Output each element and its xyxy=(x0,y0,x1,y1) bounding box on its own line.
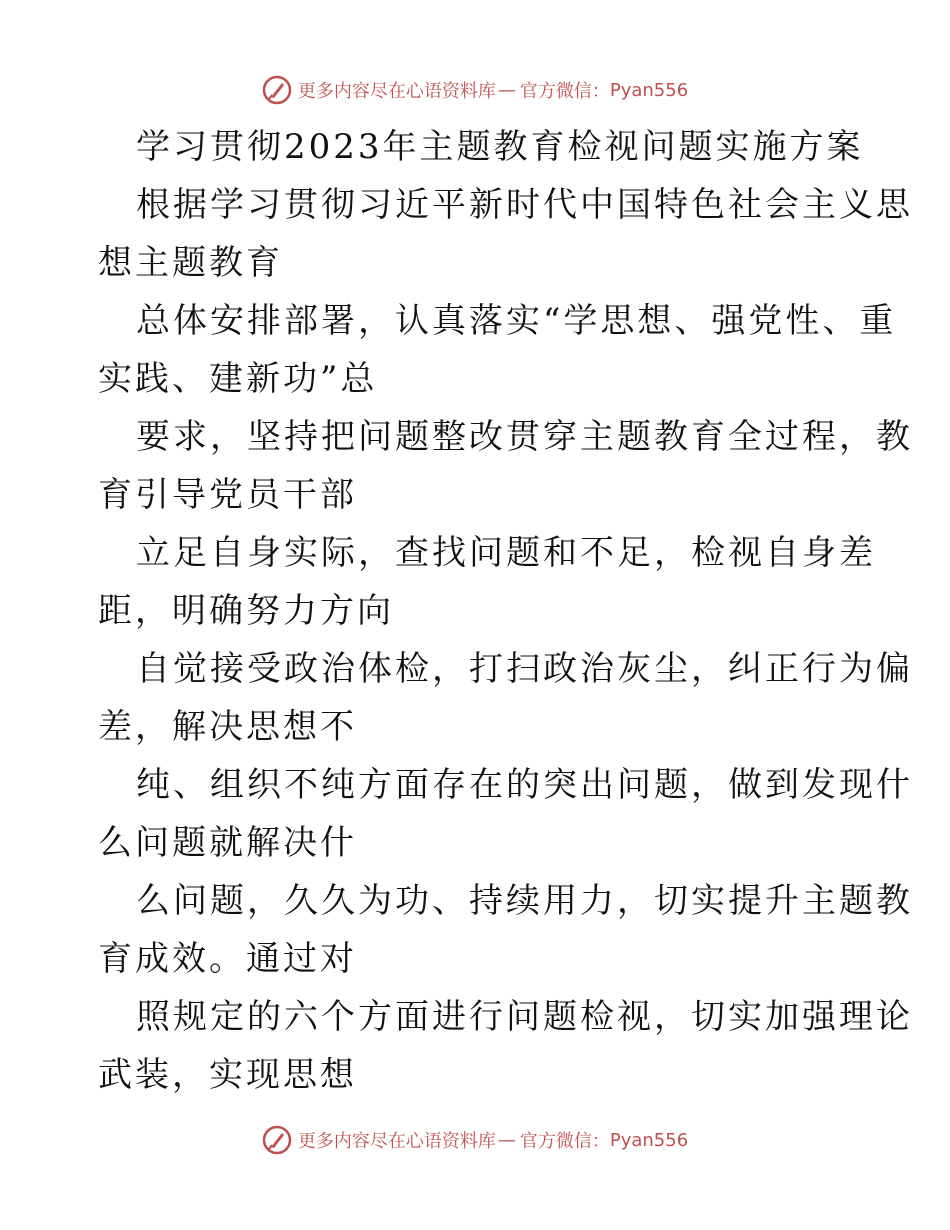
document-body xyxy=(98,118,913,1104)
paragraph-line: 纯、组织不纯方面存在的突出问题，做到发现什 xyxy=(136,765,913,805)
feather-pen-logo-icon xyxy=(262,75,292,105)
paragraph-line: 实践、建新功”总 xyxy=(98,359,378,399)
paragraph-line: 想主题教育 xyxy=(98,243,283,283)
watermark-wechat-id: Pyan556 xyxy=(609,79,689,101)
paragraph-line: 立足自身实际，查找问题和不足，检视自身差 xyxy=(136,533,876,573)
watermark-text: 更多内容尽在心语资料库 xyxy=(297,81,496,102)
header-watermark xyxy=(0,70,950,110)
document-title: 学习贯彻2023年主题教育检视问题实施方案 xyxy=(136,127,864,167)
watermark-separator: — xyxy=(497,1129,516,1151)
paragraph-line: 育引导党员干部 xyxy=(98,475,357,515)
watermark-separator: — xyxy=(497,79,516,101)
paragraph-line: 自觉接受政治体检，打扫政治灰尘，纠正行为偏 xyxy=(136,649,913,689)
paragraph-line: 么问题就解决什 xyxy=(98,823,357,863)
paragraph-line: 育成效。通过对 xyxy=(98,939,357,979)
paragraph-line: 武装，实现思想 xyxy=(98,1055,357,1095)
paragraph-line: 么问题，久久为功、持续用力，切实提升主题教 xyxy=(136,881,913,921)
paragraph-line: 差，解决思想不 xyxy=(98,707,357,747)
paragraph-line: 根据学习贯彻习近平新时代中国特色社会主义思 xyxy=(136,185,913,225)
feather-pen-logo-icon xyxy=(262,1125,292,1155)
watermark-wechat-id: Pyan556 xyxy=(609,1129,689,1151)
paragraph-line: 总体安排部署，认真落实“学思想、强党性、重 xyxy=(136,301,897,341)
paragraph-line: 要求，坚持把问题整改贯穿主题教育全过程，教 xyxy=(136,417,913,457)
watermark-text: 更多内容尽在心语资料库 xyxy=(297,1131,496,1152)
paragraph-line: 照规定的六个方面进行问题检视，切实加强理论 xyxy=(136,997,913,1037)
paragraph-line: 距，明确努力方向 xyxy=(98,591,394,631)
watermark-label: 官方微信： xyxy=(519,1131,610,1152)
footer-watermark xyxy=(0,1120,950,1160)
watermark-label: 官方微信： xyxy=(519,81,610,102)
